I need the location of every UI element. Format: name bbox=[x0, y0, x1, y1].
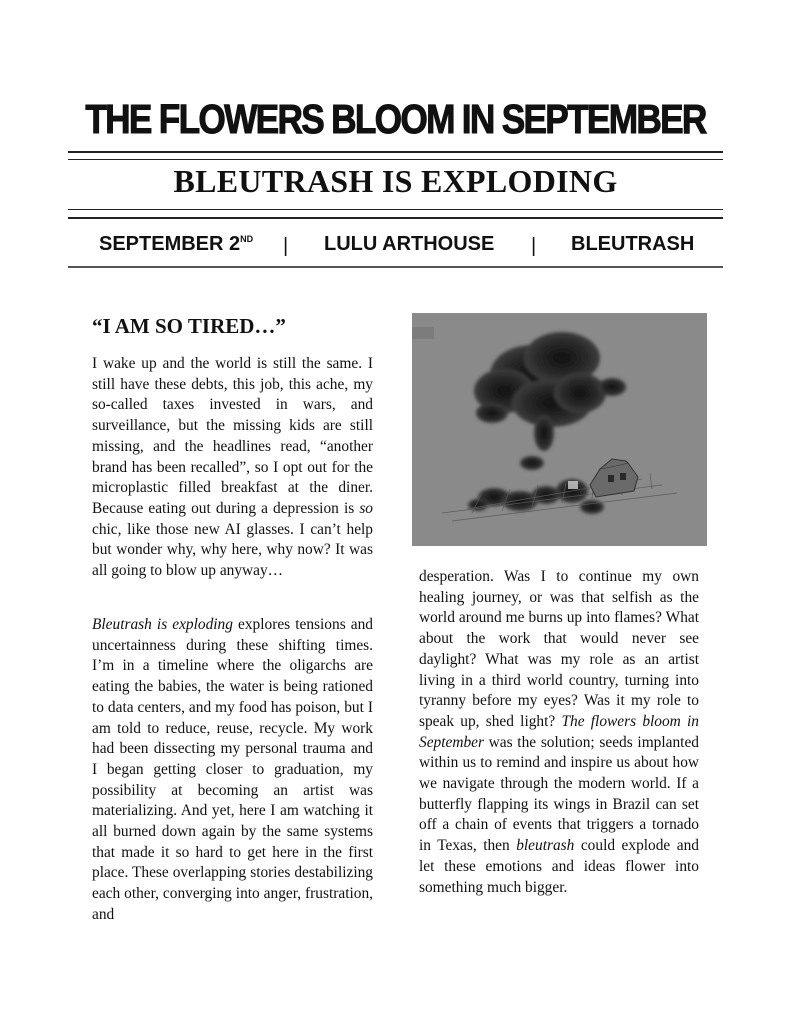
p3-text-c: could explode and let these emotions and ideas flower into something much bigger. bbox=[419, 837, 699, 896]
p1-text-a: I wake up and the world is still the same. I still have these debts, this job, this ache, my so-called taxes invested in wars, and surveillance, but the missing kids are still missing, and the headlines read, “another brand has been recalled”, so I opt out for the microplastic filled breakfast at the diner. Because eating out during a depression is bbox=[92, 355, 373, 517]
article-heading: “I AM SO TIRED…” bbox=[92, 314, 286, 338]
mid-rule-thin bbox=[68, 209, 723, 210]
top-rule-thin bbox=[68, 159, 723, 160]
p3-emphasis-name: bleutrash bbox=[516, 837, 575, 855]
dateline-separator-2: | bbox=[531, 235, 537, 257]
p1-text-b: chic, like those new AI glasses. I can’t help but wonder why, why here, why now? It was all going to blow up anyway… bbox=[92, 520, 373, 580]
date-ordinal: ND bbox=[240, 234, 254, 244]
explosion-artwork-image bbox=[412, 313, 707, 546]
dateline-artist: BLEUTRASH bbox=[571, 233, 695, 255]
dateline-separator-1: | bbox=[283, 235, 289, 257]
dateline-date bbox=[99, 233, 253, 256]
article-column-right bbox=[419, 567, 699, 898]
subtitle: BLEUTRASH IS EXPLODING bbox=[173, 163, 618, 199]
mid-rule-thick bbox=[68, 217, 723, 219]
article-column-left-top bbox=[92, 354, 373, 582]
masthead-title: THE FLOWERS BLOOM IN SEPTEMBER bbox=[85, 96, 706, 142]
p1-emphasis: so bbox=[359, 499, 373, 517]
p2-emphasis: Bleutrash is exploding bbox=[92, 616, 233, 633]
article-column-left-bottom bbox=[92, 615, 373, 926]
paragraph-statement bbox=[92, 615, 373, 926]
p3-emphasis-title: The flowers bloom in September bbox=[419, 712, 699, 751]
p3-text-a: desperation. Was I to continue my own healing journey, or was that selfish as the world around me burns up into flames? What about the work that would never see daylight? What was my role as an artist living in a third world country, turning into tyranny before my eyes? Was it my role to speak up, shed light? bbox=[419, 568, 699, 730]
paragraph-intro bbox=[92, 354, 373, 582]
p2-text: explores tensions and uncertainness during these shifting times. I’m in a timeline where the oligarchs are eating the babies, the water is being rationed to data centers, and my food has poison, but I am told to reduce, reuse, recycle. My work had been dissecting my personal trauma and I began getting closer to graduation, my possibility at becoming an artist was materializing. And yet, here I am watching it all burned down again by the same systems that made it so hard to get here in the first place. These overlapping stories destabilizing each other, converging into anger, frustration, and bbox=[92, 616, 373, 923]
dateline-venue: LULU ARTHOUSE bbox=[324, 233, 495, 255]
p3-text-b: was the solution; seeds implanted within us to remind and inspire us about how we navigate through the modern world. If a butterfly flapping its wings in Brazil can set off a chain of events that triggers a tornado in Texas, then bbox=[419, 733, 699, 855]
paragraph-continuation bbox=[419, 567, 699, 898]
bottom-rule bbox=[68, 266, 723, 268]
date-text: SEPTEMBER 2 bbox=[99, 233, 241, 255]
article-photo bbox=[412, 313, 707, 546]
top-rule-thick bbox=[68, 151, 723, 153]
